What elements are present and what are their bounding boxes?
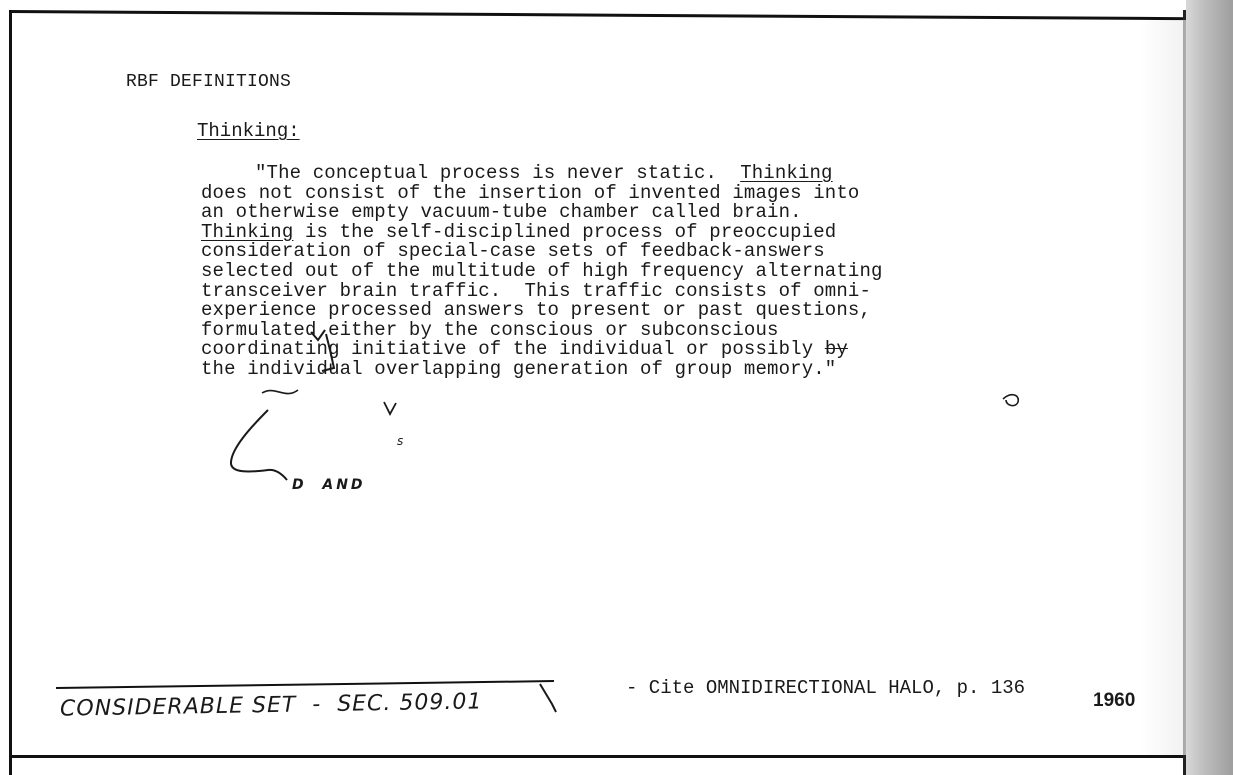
card-heading: RBF DEFINITIONS	[126, 72, 292, 92]
note-underline-rule	[56, 680, 554, 689]
hook-mark	[1003, 395, 1018, 406]
quote-line: an otherwise empty vacuum-tube chamber called brain.	[201, 201, 802, 224]
handwritten-insert-note: D AND	[292, 477, 366, 493]
definition-term	[197, 120, 300, 142]
card-frame-bottom	[9, 755, 1189, 758]
quote-line: does not consist of the insertion of invented images into	[201, 181, 860, 204]
definition-quote	[201, 164, 1061, 380]
caret-mark	[384, 402, 396, 414]
quote-underlined-term: Thinking	[201, 220, 294, 243]
quote-text: "The conceptual process is never static.	[255, 162, 741, 184]
struck-word: by	[824, 338, 848, 361]
citation-text: - Cite OMNIDIRECTIONAL HALO, p. 136	[626, 677, 1026, 699]
handwritten-small-mark: s	[397, 434, 404, 448]
scan-edge-shadow	[1186, 0, 1233, 775]
quote-line	[201, 340, 1061, 360]
quote-line: consideration of special-case sets of feedback-answers	[201, 240, 825, 263]
quote-underlined-term: Thinking	[740, 162, 833, 184]
note-bracket	[540, 684, 556, 712]
scribble-mark	[262, 390, 298, 394]
card-frame-top	[9, 10, 1189, 20]
card-frame-left	[9, 10, 12, 775]
quote-line: experience processed answers to present or past questions,	[201, 299, 872, 322]
definition-term-text: Thinking:	[197, 120, 300, 142]
citation-year: 1960	[1093, 690, 1136, 711]
quote-text: coordinating initiative of the individual or possibly	[201, 338, 825, 361]
handwritten-section-note: CONSIDERABLE SET - SEC. 509.01	[59, 689, 483, 722]
insertion-loop-line	[231, 410, 287, 480]
quote-line: the individual overlapping generation of group memory."	[201, 357, 837, 380]
quote-line: selected out of the multitude of high frequency alternating	[201, 259, 883, 282]
quote-text: is the self-disciplined process of preoccupied	[293, 220, 837, 243]
quote-line: formulated either by the conscious or subconscious	[201, 318, 779, 341]
quote-line: transceiver brain traffic. This traffic consists of omni-	[201, 279, 872, 302]
quote-line	[201, 164, 1061, 184]
page-curl-shade	[1140, 20, 1186, 755]
